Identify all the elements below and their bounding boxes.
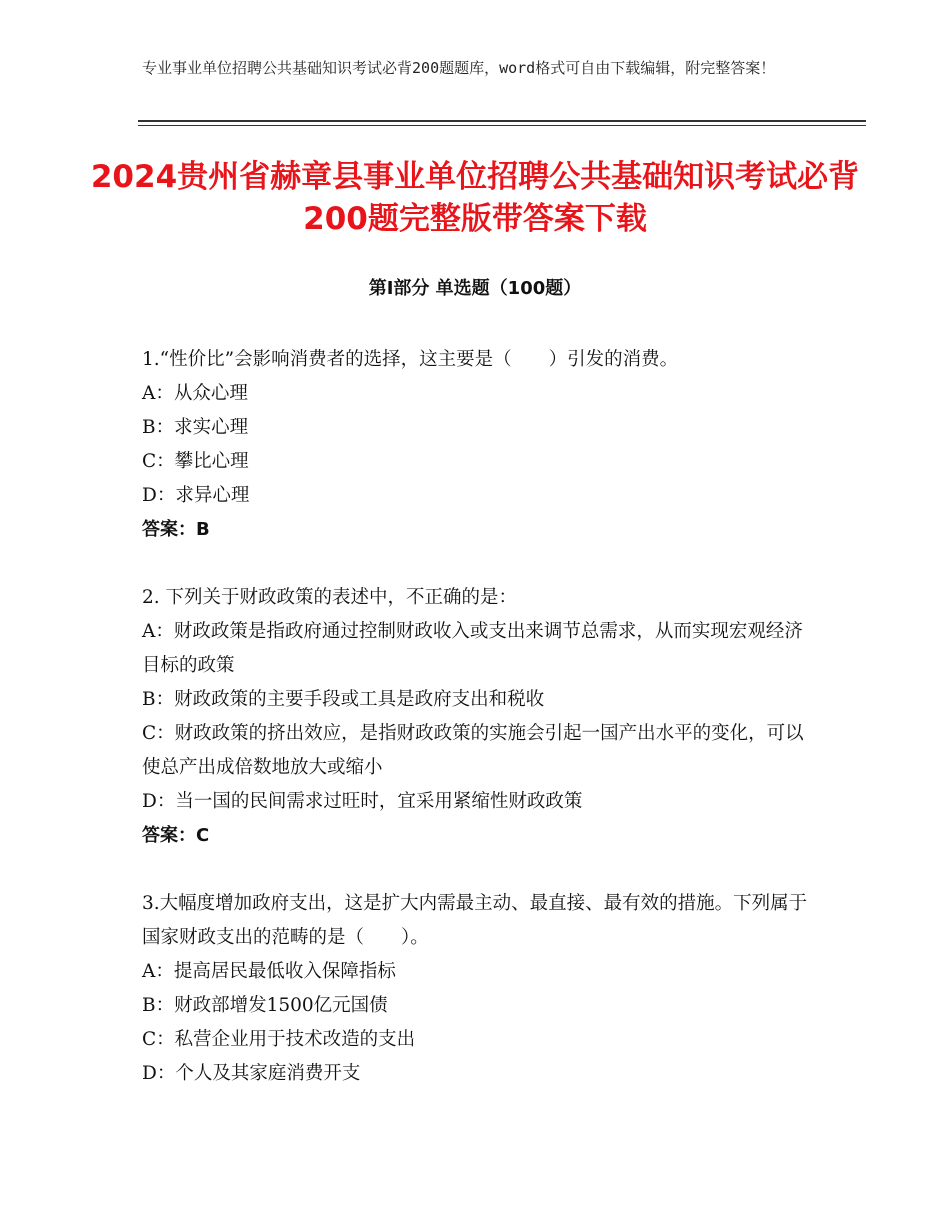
header-note: 专业事业单位招聘公共基础知识考试必背200题题库，word格式可自由下载编辑，附完整答案！ xyxy=(142,59,776,77)
option-d: D：个人及其家庭消费开支 xyxy=(142,1063,361,1084)
document-title: 2024贵州省赫章县事业单位招聘公共基础知识考试必背200题完整版带答案下载 xyxy=(90,159,860,237)
option-d: D：求异心理 xyxy=(142,485,250,506)
question-2 xyxy=(142,581,810,853)
question-1 xyxy=(142,343,810,547)
option-a: A：提高居民最低收入保障指标 xyxy=(142,961,396,982)
header-divider xyxy=(138,120,866,122)
question-3 xyxy=(142,887,810,1091)
option-c: C：攀比心理 xyxy=(142,451,249,472)
answer: 答案：B xyxy=(142,519,210,540)
question-stem: 3.大幅度增加政府支出，这是扩大内需最主动、最直接、最有效的措施。下列属于国家财政支出的范畴的是（ ）。 xyxy=(142,893,808,948)
option-a: A：财政政策是指政府通过控制财政收入或支出来调节总需求，从而实现宏观经济目标的政策 xyxy=(142,621,803,676)
question-stem: 2. 下列关于财政政策的表述中，不正确的是： xyxy=(142,587,518,608)
section-heading: 第Ⅰ部分 单选题（100题） xyxy=(368,278,582,299)
option-a: A：从众心理 xyxy=(142,383,248,404)
option-b: B：财政部增发1500亿元国债 xyxy=(142,995,388,1016)
option-d: D：当一国的民间需求过旺时，宜采用紧缩性财政政策 xyxy=(142,791,583,812)
answer: 答案：C xyxy=(142,825,210,846)
option-b: B：财政政策的主要手段或工具是政府支出和税收 xyxy=(142,689,545,710)
question-stem: 1.“性价比”会影响消费者的选择，这主要是（ ）引发的消费。 xyxy=(142,349,679,370)
option-b: B：求实心理 xyxy=(142,417,249,438)
option-c: C：财政政策的挤出效应，是指财政政策的实施会引起一国产出水平的变化，可以使总产出成倍数地放大或缩小 xyxy=(142,723,804,778)
option-c: C：私营企业用于技术改造的支出 xyxy=(142,1029,416,1050)
header-divider-thin xyxy=(138,125,866,126)
question-list xyxy=(142,343,810,1125)
